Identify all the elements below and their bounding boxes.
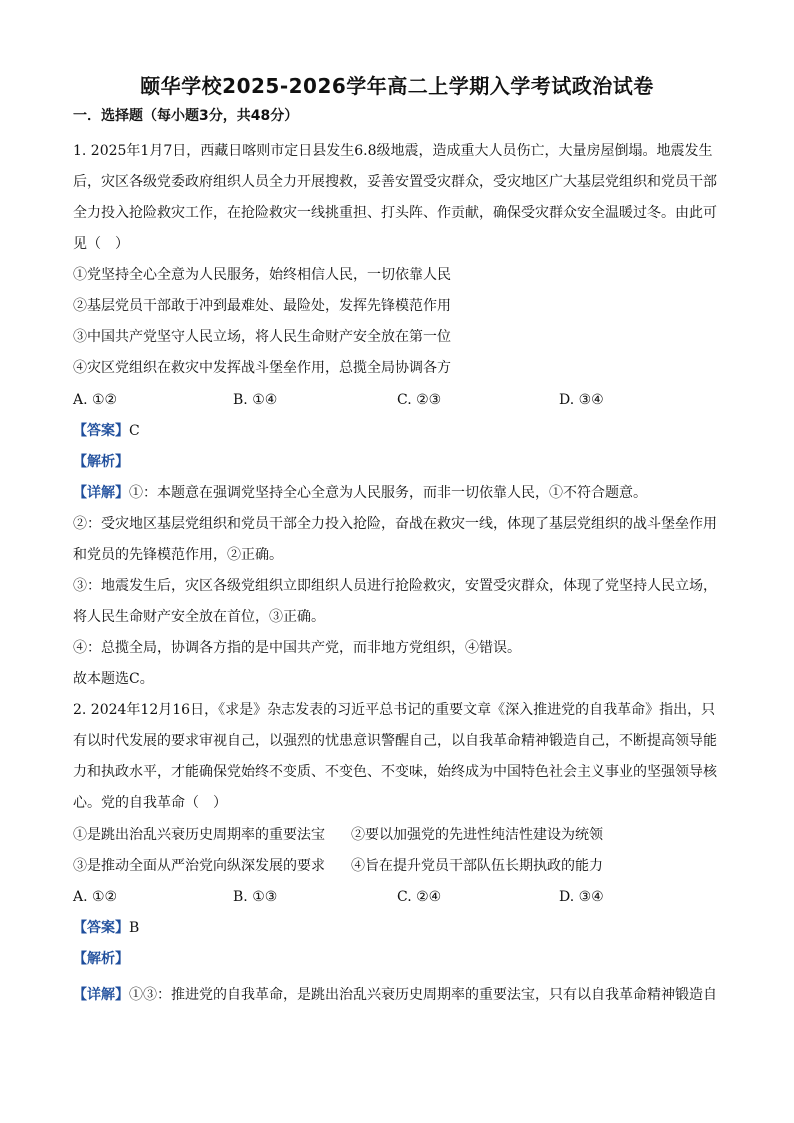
q2-stem-line: 有以时代发展的要求审视自己，以强烈的忧患意识警醒自己，以自我革命精神锻造自己，不断提高领导能 [73,733,717,749]
q2-stem-line: 力和执政水平，才能确保党始终不变质、不变色、不变味，始终成为中国特色社会主义事业的坚强领导核 [73,764,717,780]
q1-option-d: D. ③④ [559,392,604,408]
analysis-tag: 【解析】 [73,951,129,967]
q2-option-b: B. ①③ [233,889,278,905]
q2-answer [73,918,139,938]
q1-detail-line: 故本题选C。 [73,671,154,687]
answer-tag: 【答案】 [73,920,129,936]
detail-text: ①：本题意在强调党坚持全心全意为人民服务，而非一切依靠人民，①不符合题意。 [129,485,647,501]
answer-value: C [129,423,140,439]
q1-option-b: B. ①④ [233,392,278,408]
q1-item: ③中国共产党坚守人民立场，将人民生命财产安全放在第一位 [73,329,451,345]
q2-options [73,887,733,907]
detail-text: ①③：推进党的自我革命，是跳出治乱兴衰历史周期率的重要法宝，只有以自我革命精神锻造自 [129,987,717,1003]
q2-analysis-tag [73,949,129,969]
q1-detail-line: ④：总揽全局，协调各方指的是中国共产党，而非地方党组织，④错误。 [73,640,521,656]
q1-detail-line: 将人民生命财产安全放在首位，③正确。 [73,609,325,625]
q1-answer [73,421,140,441]
q2-item: ③是推动全面从严治党向纵深发展的要求 [73,858,325,874]
q1-detail-line: ③：地震发生后，灾区各级党组织立即组织人员进行抢险救灾，安置受灾群众，体现了党坚持人民立场， [73,578,717,594]
q1-analysis-tag [73,452,129,472]
q1-stem-line: 后，灾区各级党委政府组织人员全力开展搜救，妥善安置受灾群众，受灾地区广大基层党组织和党员干部 [73,174,717,190]
q1-item: ④灾区党组织在救灾中发挥战斗堡垒作用，总揽全局协调各方 [73,360,451,376]
analysis-tag: 【解析】 [73,454,129,470]
q2-item: ④旨在提升党员干部队伍长期执政的能力 [351,858,603,874]
q2-option-a: A. ①② [73,889,118,905]
answer-value: B [129,920,140,936]
q2-item: ②要以加强党的先进性纯洁性建设为统领 [351,827,603,843]
q2-items-row [73,825,733,845]
q1-option-a: A. ①② [73,392,118,408]
q2-items-row [73,856,733,876]
q2-stem-line: 2. 2024年12月16日，《求是》杂志发表的习近平总书记的重要文章《深入推进党的自我革命》指出，只 [73,702,716,718]
answer-tag: 【答案】 [73,423,129,439]
q1-stem-line: 全力投入抢险救灾工作，在抢险救灾一线挑重担、打头阵、作贡献，确保受灾群众安全温暖过冬。由此可 [73,205,717,221]
section-heading: 一．选择题（每小题3分，共48分） [73,108,299,124]
q2-item: ①是跳出治乱兴衰历史周期率的重要法宝 [73,827,325,843]
q1-detail-line: 和党员的先锋模范作用，②正确。 [73,547,283,563]
q1-detail-line [73,483,647,503]
q1-stem-line: 1. 2025年1月7日，西藏日喀则市定日县发生6.8级地震，造成重大人员伤亡，大量房屋倒塌。地震发生 [73,143,713,159]
q1-options [73,390,733,410]
q2-option-d: D. ③④ [559,889,604,905]
q2-option-c: C. ②④ [397,889,442,905]
q2-detail-line [73,985,717,1005]
q2-stem-line: 心。党的自我革命（ ） [73,795,227,811]
q1-item: ①党坚持全心全意为人民服务，始终相信人民，一切依靠人民 [73,267,451,283]
detail-tag: 【详解】 [73,485,129,501]
document-title: 颐华学校2025-2026学年高二上学期入学考试政治试卷 [140,74,654,98]
q1-stem-line: 见（ ） [73,236,129,252]
q1-detail-line: ②：受灾地区基层党组织和党员干部全力投入抢险，奋战在救灾一线，体现了基层党组织的战斗堡垒作用 [73,516,717,532]
detail-tag: 【详解】 [73,987,129,1003]
q1-item: ②基层党员干部敢于冲到最难处、最险处，发挥先锋模范作用 [73,298,451,314]
q1-option-c: C. ②③ [397,392,442,408]
